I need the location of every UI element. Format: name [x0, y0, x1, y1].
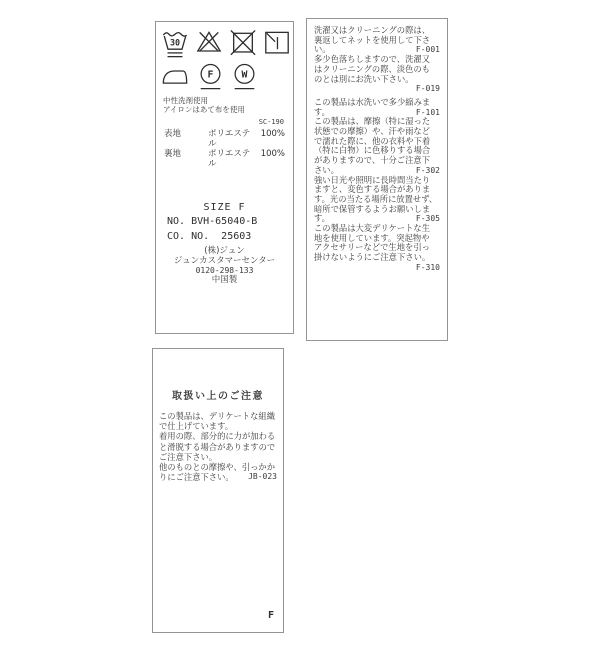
wash-text: 洗濯又はクリーニングの際は、	[314, 25, 430, 35]
wash-text: 掛けないようにご注意下さい。	[314, 252, 431, 263]
wash-text: のとは別にお洗い下さい。	[314, 73, 414, 84]
wash-text: す。	[314, 106, 330, 117]
wash-code: F-302	[415, 165, 440, 175]
handling-text: ご注意下さい。	[159, 451, 218, 462]
handling-line	[159, 431, 277, 441]
size-label: SIZE F	[203, 202, 246, 213]
material-fiber: ポリエステル	[208, 148, 251, 169]
wash-code: F-101	[415, 107, 440, 117]
handling-text: 着用の際、部分的に力が加わる	[159, 431, 276, 442]
wash-code: F-310	[415, 262, 440, 272]
svg-text:30: 30	[169, 37, 181, 48]
machine-wash-30-very-gentle-icon	[161, 28, 189, 61]
handling-line	[159, 452, 277, 462]
product-number: NO. BVH-65040-B	[167, 216, 258, 227]
company-block	[156, 246, 293, 285]
wash-text: ますと、変色する場合がありま	[314, 184, 431, 195]
wash-code: F-001	[415, 45, 440, 55]
handling-line	[159, 421, 277, 431]
size-footer-mark: F	[267, 610, 274, 621]
wash-text: この製品は大変デリケートな生	[314, 223, 430, 234]
handling-body	[159, 411, 277, 482]
wash-line	[314, 84, 440, 94]
care-notes	[163, 96, 293, 115]
wash-text: い。	[314, 44, 331, 55]
product-id-block	[156, 202, 293, 246]
wash-line	[314, 98, 440, 108]
co-number: CO. NO. 25603	[167, 231, 252, 242]
handling-line	[159, 462, 277, 472]
handling-line	[159, 411, 277, 421]
material-percent: 100%	[260, 148, 285, 159]
handling-text: 他のものとの摩擦や、引っかか	[159, 462, 275, 473]
customer-center: ジュンカスタマーセンター	[173, 256, 276, 267]
materials-table	[164, 129, 285, 169]
wash-line	[314, 253, 440, 263]
wash-text: 多少色落ちしますので、洗濯又	[314, 54, 430, 65]
wash-text: 裏返してネットを使用して下さ	[314, 34, 431, 45]
wash-text: がありますので、十分ご注意下	[314, 155, 430, 166]
iron-icon	[161, 62, 189, 93]
wash-line	[314, 263, 440, 273]
handling-text: この製品は、デリケートな組織	[159, 411, 275, 421]
handling-text: と滑脱する場合がありますので	[159, 441, 276, 452]
wash-text: 強い日光や照明に長時間当たり	[314, 174, 431, 185]
care-note-detergent: 中性洗剤使用	[163, 96, 208, 105]
dry-clean-f-gentle-icon	[198, 62, 223, 93]
wash-code: F-305	[415, 214, 440, 224]
wash-text: （特に白物）に色移りする場合	[314, 145, 431, 156]
shade-hang-dry-icon	[263, 28, 291, 61]
sc-code: SC-190	[258, 117, 284, 126]
wash-text: この製品は、摩擦（特に湿った	[314, 116, 431, 127]
handling-code: JB-023	[248, 472, 277, 482]
wash-line	[314, 205, 440, 215]
handling-title: 取扱い上のご注意	[172, 391, 264, 402]
wash-text: 暗所で保管するようお願いしま	[314, 203, 431, 214]
wash-text: この製品は水洗いで多少縮みま	[314, 96, 431, 107]
wash-code: F-019	[415, 84, 440, 94]
svg-text:W: W	[241, 69, 248, 81]
phone-number: 0120-298-133	[195, 266, 254, 276]
care-symbols-row-1	[161, 28, 293, 61]
do-not-bleach-icon	[195, 28, 223, 61]
wash-text: 状態での摩擦）や、汗や雨など	[314, 126, 430, 137]
wash-text: はクリーニングの際、淡色のも	[314, 63, 430, 74]
wash-text: す。光の当たる場所に放置せず、	[314, 193, 438, 204]
wash-text: アクセサリーなどで生地を引っ	[314, 242, 430, 253]
country-of-origin: 中国製	[211, 275, 238, 286]
wash-text: さい。	[314, 164, 339, 175]
handling-line	[159, 442, 277, 452]
svg-text:F: F	[207, 69, 214, 81]
care-note-iron-cloth: アイロンはあて布を使用	[163, 105, 245, 115]
material-part: 表地	[164, 128, 182, 139]
material-row-lining	[164, 149, 285, 169]
do-not-tumble-dry-icon	[229, 28, 257, 61]
company-name: (株)ジュン	[204, 246, 245, 256]
wash-text: す。	[314, 213, 330, 224]
material-row-outer	[164, 129, 285, 149]
handling-precautions-panel	[152, 348, 284, 633]
care-label-panel	[155, 21, 294, 334]
wash-line	[314, 75, 440, 85]
handling-text: で仕上げています。	[159, 421, 234, 432]
wash-line	[314, 36, 440, 46]
wash-text: 地を使用しています。突起物や	[314, 232, 430, 243]
material-part: 裏地	[164, 148, 182, 159]
wet-clean-w-gentle-icon	[232, 62, 257, 93]
material-fiber: ポリエステル	[208, 128, 251, 149]
material-percent: 100%	[260, 128, 285, 139]
handling-line	[159, 472, 277, 482]
wash-text: で濡れた際に、他の衣料や下着	[314, 135, 431, 146]
handling-text: りにご注意下さい。	[159, 472, 234, 483]
wash-instructions-panel	[306, 18, 448, 341]
care-symbols-row-2	[161, 62, 293, 93]
